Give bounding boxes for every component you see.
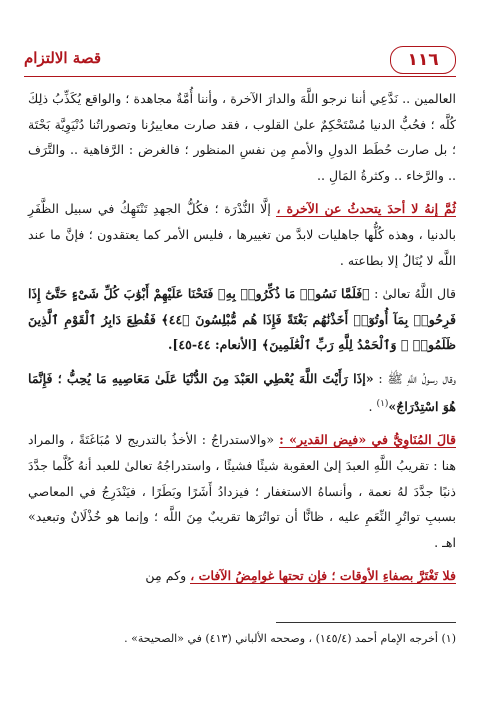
paragraph-4-end: . [368, 398, 377, 414]
paragraph-2 [28, 196, 456, 273]
paragraph-6 [28, 563, 456, 589]
paragraph-3-intro: قال اللَّهُ تعالىٰ : [369, 286, 456, 302]
paragraph-2-text: إلَّا النُّدْرَة ؛ فكُلُّ الجهدِ تَنْتَهِكُ في سبيل الظَّفَرِ بالدنيا ، وهذه كُلُّها جاهليات لابدَّ من تغييرها ، فليس الأمر كما يعتقدون ؛ فإنَّ ما عند اللَّه لا يُنَالُ إلا بطاعته . [28, 201, 456, 268]
paragraph-6-text: وكم مِن [145, 568, 191, 584]
verse-reference: [الأنعام: ٤٤-٤٥]. [167, 337, 262, 353]
paragraph-1 [28, 86, 456, 188]
page-body [28, 86, 456, 589]
paragraph-6-highlight: فلا تَغْتَرَّ بصفاءِ الأوقات ؛ فإن تحتها غوامِضُ الآفات ، [190, 568, 456, 584]
header-divider [24, 76, 456, 77]
paragraph-5-text: «والاستدراجُ : الأخذُ بالتدريج لا مُبَاغَتَةً ، والمراد هنا : تقريبُ اللَّهِ العبدَ إلىٰ العقوبة شيئًا فشيئًا ، واستدراجُهُ تعالىٰ للعبد أنهُ كُلَّما جدَّدَ ذنبًا جدَّدَ لهُ نعمة ، وأنساهُ الاستغفار ؛ فيزدادُ أَشَرًا وبَطَرًا ، فيَنْدَرِجُ في المعاصي بسببِ تواتُرِ النِّعَمِ عليه ، ظانًّا أن تواتُرَها تقريبٌ مِنَ اللَّه ؛ وإنما هو خُذْلَانٌ وتبعيد» اهـ . [28, 432, 456, 550]
paragraph-5-highlight: قالَ المُنَاوِيُّ في «فيض القدير» : [279, 432, 456, 448]
paragraph-3 [28, 281, 456, 358]
page-header [24, 46, 456, 76]
page-number: ١١٦ [390, 46, 456, 74]
hadith-text: «إذَا رَأَيْتَ اللَّهَ يُعْطِي العَبْدَ مِنَ الدُّنْيَا عَلَىٰ مَعَاصِيهِ مَا يُحِبُّ ؛ فَإِنَّمَا هُوَ اسْتِدْرَاجٌ» [28, 370, 456, 414]
footnote-marker: (١) [376, 398, 389, 409]
footnote-divider [276, 622, 456, 623]
paragraph-1-text: العالمين .. نَدَّعِي أننا نرجو اللَّهَ والدارَ الآخرة ، وأننا أُمَّةٌ مجاهدة ؛ والواقع يُكَذِّبُ ذلِكَ كُلَّه ؛ فحُبُّ الدنيا مُسْتَحْكِمٌ علىٰ القلوب ، فقد صارت معاييرُنا وتصوراتُنا دُنْيَوِيَّة بَحْتَة ؛ بل صارت حُطَط الدولِ والأممِ مِن نفسِ المنظور ؛ فالغرض : الرَّفاهية .. والتَّرَف .. والرَّخاء .. وكثرةُ المَالِ .. [28, 91, 456, 183]
paragraph-2-highlight: ثُمَّ إنهُ لا أحدَ يتحدثُ عن الآخرة ، [276, 201, 456, 217]
paragraph-4 [28, 366, 456, 419]
footnote: (١) أخرجه الإمام أحمد (١٤٥/٤) ، وصححه الألباني (٤١٣) في «الصحيحة» . [124, 632, 456, 645]
paragraph-5 [28, 427, 456, 555]
quran-verse: ﴿فَلَمَّا نَسُوا۟ مَا ذُكِّرُوا۟ بِهِۦ فَتَحْنَا عَلَيْهِمْ أَبْوَٰبَ كُلِّ شَىْءٍ حَتَّىٰٓ إِذَا فَرِحُوا۟ بِمَآ أُوتُوٓا۟ أَخَذْنَٰهُم بَغْتَةً فَإِذَا هُم مُّبْلِسُونَ ﴿٤٤﴾ فَقُطِعَ دَابِرُ ٱلْقَوْمِ ٱلَّذِينَ ظَلَمُوا۟ ۚ وَٱلْحَمْدُ لِلَّهِ رَبِّ ٱلْعَٰلَمِينَ﴾ [28, 286, 456, 353]
paragraph-4-intro: وقال رسولُ اللَّهِ ﷺ : [373, 370, 456, 386]
running-title: قصة الالتزام [24, 49, 101, 67]
